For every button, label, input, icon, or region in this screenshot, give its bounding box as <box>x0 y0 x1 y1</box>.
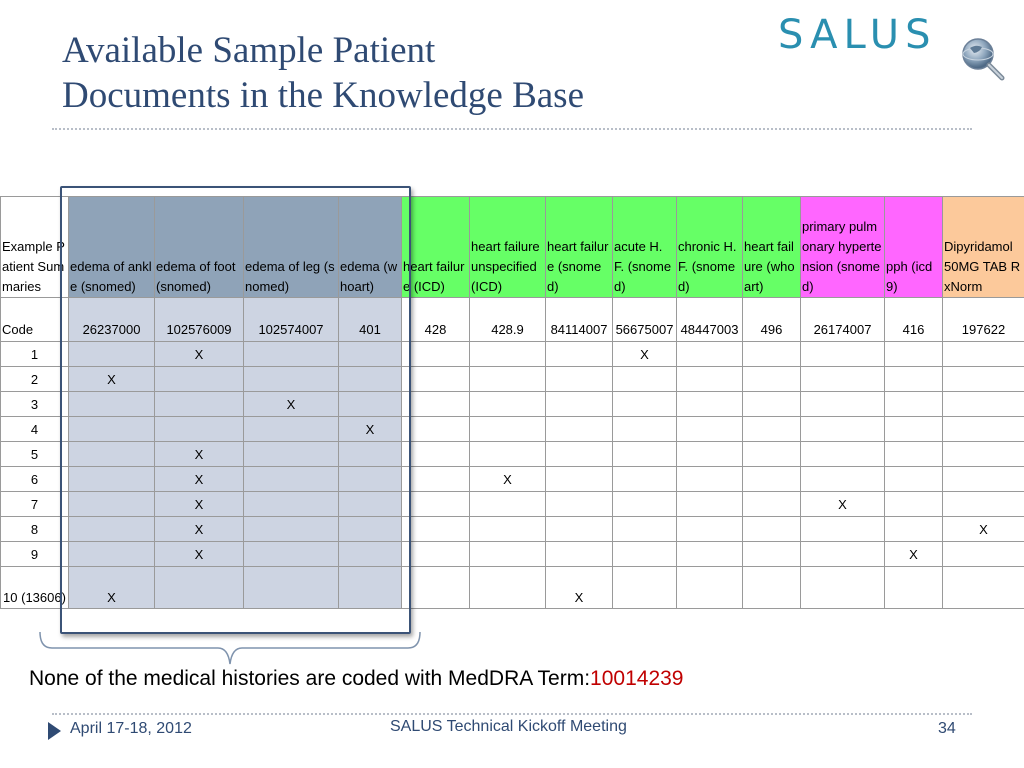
table-cell <box>801 467 885 492</box>
table-cell <box>677 417 743 442</box>
row-label-cell: 1 <box>1 342 69 367</box>
table-cell <box>470 417 546 442</box>
row-label-cell: 5 <box>1 442 69 467</box>
table-cell <box>546 542 613 567</box>
header-cell: edema of foot (snomed) <box>155 197 244 298</box>
table-cell <box>69 542 155 567</box>
table-cell <box>613 467 677 492</box>
table-cell: X <box>155 517 244 542</box>
meddra-term-code: 10014239 <box>590 667 684 690</box>
code-cell: 48447003 <box>677 298 743 342</box>
table-cell <box>244 442 339 467</box>
table-cell <box>546 417 613 442</box>
code-cell: 26174007 <box>801 298 885 342</box>
table-cell: X <box>155 492 244 517</box>
table-cell <box>339 392 402 417</box>
table-cell <box>801 442 885 467</box>
table-cell <box>470 542 546 567</box>
table-cell <box>613 567 677 609</box>
table-cell <box>244 367 339 392</box>
table-cell <box>743 367 801 392</box>
table-cell <box>155 367 244 392</box>
table-cell <box>402 392 470 417</box>
table-cell <box>677 567 743 609</box>
table-cell <box>743 542 801 567</box>
header-cell: edema of ankle (snomed) <box>69 197 155 298</box>
table-cell <box>546 367 613 392</box>
table-cell <box>69 442 155 467</box>
row-label-cell: 10 (13606) <box>1 567 69 609</box>
table-cell <box>743 517 801 542</box>
table-cell <box>677 367 743 392</box>
table-cell <box>885 517 943 542</box>
patient-documents-table <box>0 196 1024 609</box>
table-cell: X <box>155 342 244 367</box>
table-cell <box>546 492 613 517</box>
table-cell <box>801 542 885 567</box>
row-label-cell: 4 <box>1 417 69 442</box>
table-cell <box>801 342 885 367</box>
table-cell <box>155 392 244 417</box>
header-cell: Dipyridamol 50MG TAB RxNorm <box>943 197 1024 298</box>
table-cell <box>943 492 1024 517</box>
table-cell <box>885 392 943 417</box>
table-cell <box>885 467 943 492</box>
table-cell <box>801 567 885 609</box>
table-cell: X <box>155 442 244 467</box>
table-cell <box>339 567 402 609</box>
table-cell <box>943 542 1024 567</box>
row-label-cell: 8 <box>1 517 69 542</box>
table-cell <box>801 517 885 542</box>
table-cell <box>613 542 677 567</box>
table-cell <box>155 567 244 609</box>
table-cell <box>244 492 339 517</box>
table-cell: X <box>801 492 885 517</box>
table-row <box>1 392 1024 417</box>
table-cell: X <box>943 517 1024 542</box>
table-cell <box>677 442 743 467</box>
code-cell: 428.9 <box>470 298 546 342</box>
code-cell: 496 <box>743 298 801 342</box>
table-cell: X <box>339 417 402 442</box>
table-cell: X <box>613 342 677 367</box>
table-cell: X <box>69 367 155 392</box>
table-cell <box>613 442 677 467</box>
header-cell: edema of leg (snomed) <box>244 197 339 298</box>
table-row <box>1 442 1024 467</box>
table-cell <box>402 442 470 467</box>
header-cell: Example Patient Summaries <box>1 197 69 298</box>
table-cell <box>885 567 943 609</box>
table-cell <box>69 517 155 542</box>
header-cell: heart failure (ICD) <box>402 197 470 298</box>
header-cell: chronic H. F. (snomed) <box>677 197 743 298</box>
row-label-cell: 6 <box>1 467 69 492</box>
table-row <box>1 417 1024 442</box>
table-row <box>1 342 1024 367</box>
code-cell: 416 <box>885 298 943 342</box>
table-cell <box>743 392 801 417</box>
table-row <box>1 467 1024 492</box>
globe-magnifier-icon <box>958 34 1008 84</box>
table-cell <box>402 417 470 442</box>
table-cell <box>613 417 677 442</box>
table-cell <box>69 392 155 417</box>
title-divider <box>52 128 972 130</box>
table-cell <box>69 492 155 517</box>
table-cell <box>69 467 155 492</box>
table-cell <box>470 517 546 542</box>
table-cell <box>801 417 885 442</box>
table-cell <box>743 567 801 609</box>
table-cell <box>885 417 943 442</box>
code-cell: 197622 <box>943 298 1024 342</box>
table-cell <box>613 492 677 517</box>
header-cell: heart failure (snomed) <box>546 197 613 298</box>
table-row <box>1 542 1024 567</box>
table-cell <box>677 467 743 492</box>
table-cell: X <box>885 542 943 567</box>
code-cell: 102576009 <box>155 298 244 342</box>
table-cell: X <box>470 467 546 492</box>
table-cell <box>801 392 885 417</box>
table-cell <box>743 467 801 492</box>
table-cell <box>546 342 613 367</box>
table-cell <box>244 517 339 542</box>
table-cell <box>339 342 402 367</box>
table-cell <box>244 467 339 492</box>
table-cell <box>885 442 943 467</box>
slide-title-line-1: Available Sample Patient <box>62 30 436 71</box>
table-cell <box>801 367 885 392</box>
table-cell: X <box>546 567 613 609</box>
table-cell <box>943 367 1024 392</box>
row-label-cell: 3 <box>1 392 69 417</box>
slide-title-line-2: Documents in the Knowledge Base <box>62 75 584 116</box>
header-cell: pph (icd 9) <box>885 197 943 298</box>
code-cell: 84114007 <box>546 298 613 342</box>
code-cell: 56675007 <box>613 298 677 342</box>
table-cell <box>470 367 546 392</box>
row-label-cell: 9 <box>1 542 69 567</box>
table-cell <box>470 567 546 609</box>
table-cell <box>402 367 470 392</box>
table-cell <box>546 442 613 467</box>
table-cell <box>677 492 743 517</box>
table-cell <box>339 467 402 492</box>
table-cell: X <box>244 392 339 417</box>
table-cell <box>470 342 546 367</box>
table-cell <box>402 517 470 542</box>
table-row <box>1 567 1024 609</box>
table-cell <box>885 367 943 392</box>
table-cell <box>402 492 470 517</box>
header-cell: heart failure (whoart) <box>743 197 801 298</box>
row-label-cell: 7 <box>1 492 69 517</box>
table-cell <box>743 442 801 467</box>
logo-text: SALUS <box>778 12 937 58</box>
table-cell <box>244 567 339 609</box>
meddra-note-text: None of the medical histories are coded with MedDRA Term: <box>29 667 591 690</box>
curly-brace-icon <box>38 630 422 666</box>
code-cell: 26237000 <box>69 298 155 342</box>
table-cell <box>69 417 155 442</box>
table-cell <box>402 542 470 567</box>
table-cell <box>470 492 546 517</box>
footer-meeting-title: SALUS Technical Kickoff Meeting <box>390 718 627 735</box>
table-cell <box>339 367 402 392</box>
table-cell <box>546 517 613 542</box>
table-cell <box>402 467 470 492</box>
table-cell <box>470 392 546 417</box>
table-cell <box>885 492 943 517</box>
table-cell <box>677 517 743 542</box>
header-cell: heart failure unspecified (ICD) <box>470 197 546 298</box>
table-cell <box>943 442 1024 467</box>
table-cell <box>613 517 677 542</box>
table-cell <box>69 342 155 367</box>
table-cell <box>613 392 677 417</box>
table-cell <box>677 392 743 417</box>
header-cell: edema (whoart) <box>339 197 402 298</box>
table-cell <box>943 417 1024 442</box>
table-cell <box>470 442 546 467</box>
footer-date: April 17-18, 2012 <box>70 720 192 737</box>
table-cell <box>546 467 613 492</box>
table-cell: X <box>155 467 244 492</box>
table-cell <box>402 342 470 367</box>
table-cell <box>339 517 402 542</box>
table-row <box>1 367 1024 392</box>
table-cell <box>613 367 677 392</box>
table-cell <box>244 542 339 567</box>
header-cell: acute H. F. (snomed) <box>613 197 677 298</box>
table-cell <box>339 492 402 517</box>
table-cell <box>943 467 1024 492</box>
table-row <box>1 517 1024 542</box>
table-cell <box>677 342 743 367</box>
code-cell: 401 <box>339 298 402 342</box>
table-cell <box>943 392 1024 417</box>
code-cell: 428 <box>402 298 470 342</box>
table-cell: X <box>69 567 155 609</box>
header-cell: primary pulmonary hypertension (snomed) <box>801 197 885 298</box>
row-label-cell: 2 <box>1 367 69 392</box>
table-cell <box>546 392 613 417</box>
code-cell: 102574007 <box>244 298 339 342</box>
slide-title <box>62 28 782 118</box>
table-cell <box>339 442 402 467</box>
table-cell <box>244 342 339 367</box>
table-cell <box>244 417 339 442</box>
table-row <box>1 492 1024 517</box>
table-cell <box>885 342 943 367</box>
table-cell: X <box>155 542 244 567</box>
table-cell <box>743 492 801 517</box>
triangle-bullet-icon <box>48 722 61 740</box>
header-row <box>1 197 1024 298</box>
code-cell: Code <box>1 298 69 342</box>
code-row <box>1 298 1024 342</box>
table-cell <box>743 342 801 367</box>
salus-logo <box>778 10 1014 82</box>
table-cell <box>743 417 801 442</box>
table-cell <box>943 342 1024 367</box>
table-cell <box>155 417 244 442</box>
footer-divider <box>52 713 972 715</box>
table-cell <box>339 542 402 567</box>
table-cell <box>943 567 1024 609</box>
table-cell <box>677 542 743 567</box>
meddra-note <box>29 666 683 692</box>
footer-page-number: 34 <box>938 720 956 737</box>
table-cell <box>402 567 470 609</box>
